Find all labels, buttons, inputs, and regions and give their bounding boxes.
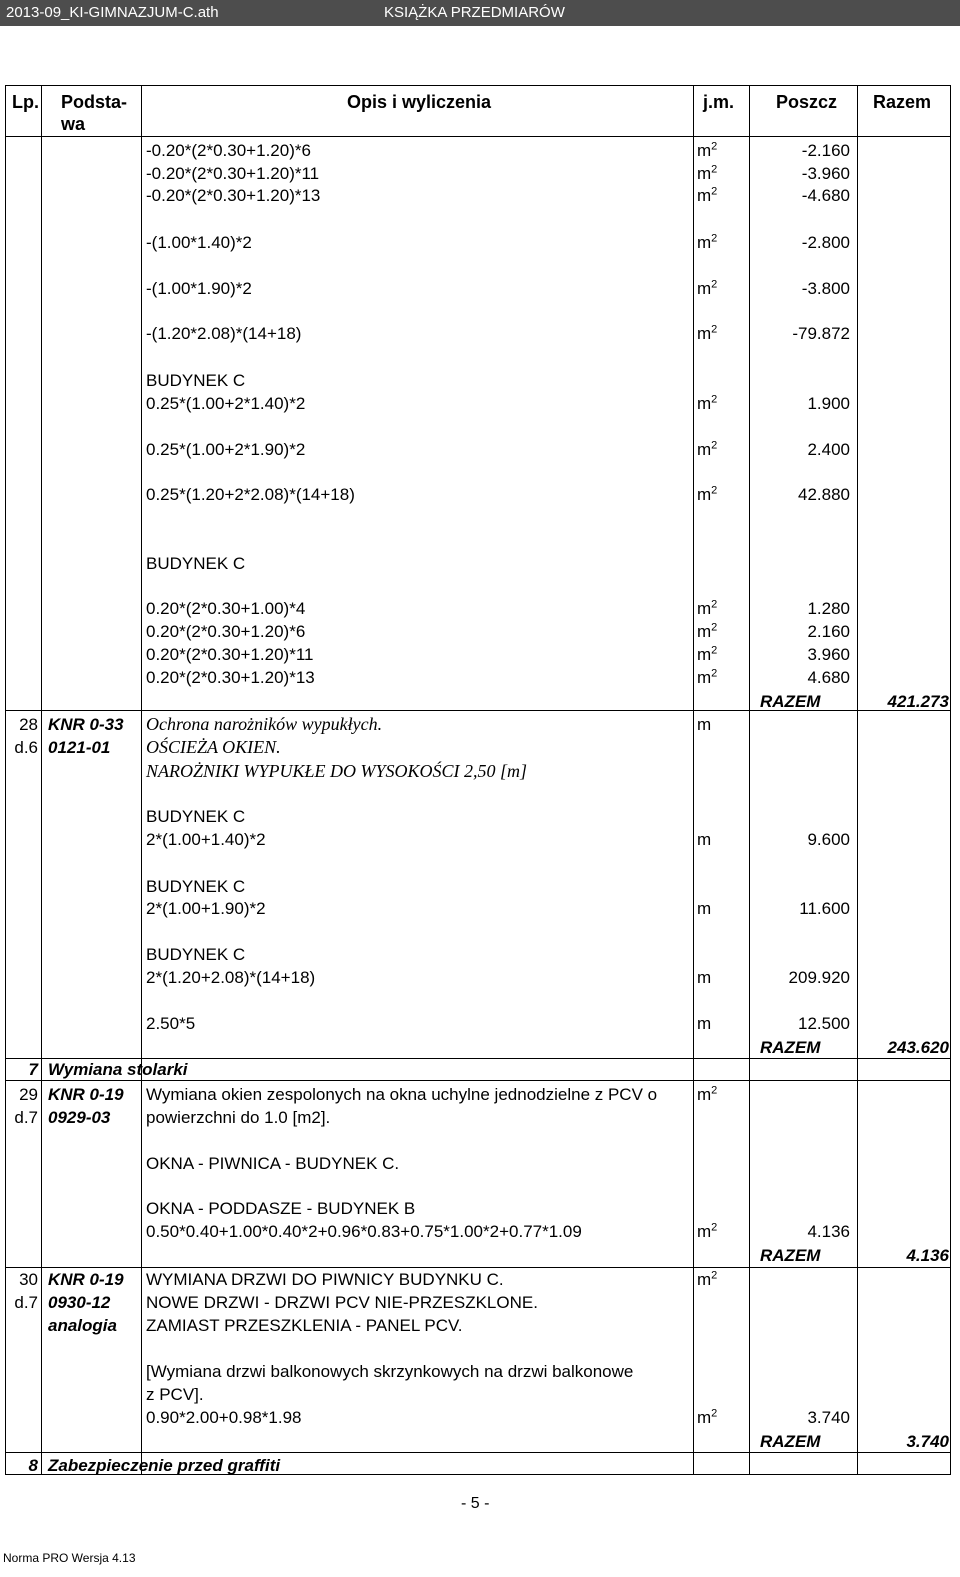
- item-code-number: 0930-12: [48, 1293, 111, 1312]
- header-podstawa-cont: wa: [61, 114, 86, 134]
- note-text: [Wymiana drzwi balkonowych skrzynkowych na drzwi balkonowe: [146, 1362, 634, 1381]
- column-divider: [141, 86, 142, 1474]
- item-chapter: d.7: [14, 1293, 38, 1312]
- item-code-number: 0121-01: [48, 738, 111, 757]
- header-opis: Opis i wyliczenia: [347, 92, 492, 112]
- item-code-note: analogia: [48, 1316, 117, 1335]
- title-bar: [0, 0, 960, 26]
- calc-value: 1.900: [807, 394, 850, 413]
- calc-unit: m: [697, 968, 712, 987]
- calc-description: -0.20*(2*0.30+1.20)*13: [146, 186, 321, 205]
- calc-description: 0.25*(1.20+2*2.08)*(14+18): [146, 485, 355, 504]
- calc-description: 0.50*0.40+1.00*0.40*2+0.96*0.83+0.75*1.00*2+0.77*1.09: [146, 1222, 582, 1241]
- item-code-number: 0929-03: [48, 1108, 111, 1127]
- calc-description: -(1.20*2.08)*(14+18): [146, 324, 302, 343]
- header-razem: Razem: [873, 92, 932, 112]
- calc-value: 209.920: [788, 968, 850, 987]
- calc-unit: $m^2$: [697, 598, 718, 618]
- calc-value: -3.960: [801, 164, 850, 183]
- calc-description: 2*(1.20+2.08)*(14+18): [146, 968, 316, 987]
- calc-description: 2*(1.00+1.90)*2: [146, 899, 266, 918]
- calc-value: 2.400: [807, 440, 850, 459]
- row-divider: [6, 1080, 950, 1081]
- calc-value: -79.872: [792, 324, 850, 343]
- item-unit: $m^2$: [697, 1269, 718, 1289]
- razem-value: 4.136: [906, 1246, 949, 1265]
- calc-value: 3.740: [807, 1408, 850, 1427]
- calc-value: 4.136: [807, 1222, 850, 1241]
- calc-unit: $m^2$: [697, 393, 718, 413]
- calc-description: 0.20*(2*0.30+1.20)*11: [146, 645, 314, 664]
- calc-unit: m: [697, 899, 712, 918]
- calc-unit: $m^2$: [697, 1407, 718, 1427]
- building-label: BUDYNEK C: [146, 371, 246, 390]
- calc-unit: $m^2$: [697, 163, 718, 183]
- item-chapter: d.6: [14, 738, 38, 757]
- calc-value: 9.600: [807, 830, 850, 849]
- item-code: KNR 0-19: [48, 1085, 124, 1104]
- razem-label: RAZEM: [760, 692, 821, 711]
- document-title: KSIĄŻKA PRZEDMIARÓW: [384, 4, 565, 21]
- calc-description: -(1.00*1.90)*2: [146, 279, 252, 298]
- item-title-cont: powierzchni do 1.0 [m2].: [146, 1108, 331, 1127]
- calc-value: -2.800: [801, 233, 850, 252]
- calc-unit: $m^2$: [697, 185, 718, 205]
- calc-description: 0.25*(1.00+2*1.40)*2: [146, 394, 306, 413]
- item-code: KNR 0-33: [48, 715, 124, 734]
- calc-unit: $m^2$: [697, 1221, 718, 1241]
- calc-unit: $m^2$: [697, 323, 718, 343]
- item-title: Wymiana okien zespolonych na okna uchylne jednodzielne z PCV o: [146, 1085, 658, 1104]
- item-unit: m: [697, 715, 712, 734]
- razem-label: RAZEM: [760, 1038, 821, 1057]
- header-lp: Lp.: [12, 92, 39, 112]
- razem-value: 421.273: [887, 692, 949, 711]
- calc-unit: m: [697, 830, 712, 849]
- calc-description: -(1.00*1.40)*2: [146, 233, 252, 252]
- header-podstawa: Podsta-: [61, 92, 128, 112]
- calc-unit: $m^2$: [697, 232, 718, 252]
- calc-description: -0.20*(2*0.30+1.20)*11: [146, 164, 320, 183]
- calc-value: 2.160: [807, 622, 850, 641]
- item-code: KNR 0-19: [48, 1270, 124, 1289]
- item-chapter: d.7: [14, 1108, 38, 1127]
- calc-unit: $m^2$: [697, 439, 718, 459]
- item-subtitle: OŚCIEŻA OKIEN.: [146, 737, 281, 757]
- razem-label: RAZEM: [760, 1432, 821, 1451]
- calc-unit: $m^2$: [697, 644, 718, 664]
- item-subtitle: ZAMIAST PRZESZKLENIA - PANEL PCV.: [146, 1316, 463, 1335]
- calc-value: 3.960: [807, 645, 850, 664]
- calc-value: 11.600: [799, 899, 850, 918]
- column-divider: [749, 86, 750, 1474]
- calc-description: 0.20*(2*0.30+1.20)*6: [146, 622, 306, 641]
- row-divider: [6, 1058, 950, 1059]
- calc-unit: $m^2$: [697, 140, 718, 160]
- header-jm: j.m.: [703, 92, 735, 112]
- calc-value: 12.500: [798, 1014, 850, 1033]
- calc-description: -0.20*(2*0.30+1.20)*6: [146, 141, 311, 160]
- calc-description: 0.20*(2*0.30+1.20)*13: [146, 668, 315, 687]
- section-number: 7: [28, 1060, 38, 1079]
- calc-unit: $m^2$: [697, 484, 718, 504]
- razem-label: RAZEM: [760, 1246, 821, 1265]
- item-subtitle: NOWE DRZWI - DRZWI PCV NIE-PRZESZKLONE.: [146, 1293, 538, 1312]
- building-label: BUDYNEK C: [146, 945, 246, 964]
- calc-value: 42.880: [798, 485, 850, 504]
- building-label: BUDYNEK C: [146, 877, 246, 896]
- section-number: 8: [28, 1456, 38, 1475]
- calc-value: 4.680: [807, 668, 850, 687]
- building-label: BUDYNEK C: [146, 807, 246, 826]
- item-number: 28: [19, 715, 38, 734]
- section-title: Zabezpieczenie przed graffiti: [48, 1456, 281, 1475]
- header-poszcz: Poszcz: [776, 92, 838, 112]
- calc-description: 0.90*2.00+0.98*1.98: [146, 1408, 302, 1427]
- header-divider: [6, 136, 950, 137]
- location-label: OKNA - PODDASZE - BUDYNEK B: [146, 1199, 416, 1218]
- row-divider: [6, 1452, 950, 1453]
- calc-value: -4.680: [801, 186, 850, 205]
- calc-unit: $m^2$: [697, 278, 718, 298]
- calc-value: -3.800: [801, 279, 850, 298]
- location-label: OKNA - PIWNICA - BUDYNEK C.: [146, 1154, 400, 1173]
- calc-value: 1.280: [807, 599, 850, 618]
- item-title: Ochrona narożników wypukłych.: [146, 714, 383, 734]
- calc-description: 2*(1.00+1.40)*2: [146, 830, 266, 849]
- calc-unit: $m^2$: [697, 621, 718, 641]
- calc-description: 2.50*5: [146, 1014, 196, 1033]
- note-text: z PCV].: [146, 1385, 204, 1404]
- column-divider: [41, 86, 42, 1474]
- razem-value: 243.620: [887, 1038, 949, 1057]
- row-divider: [6, 1267, 950, 1268]
- software-footer: Norma PRO Wersja 4.13: [3, 1551, 136, 1565]
- item-number: 30: [19, 1270, 38, 1289]
- building-label: BUDYNEK C: [146, 554, 246, 573]
- item-number: 29: [19, 1085, 38, 1104]
- page-number: - 5 -: [461, 1495, 490, 1512]
- item-subtitle: NAROŻNIKI WYPUKŁE DO WYSOKOŚCI 2,50 [m]: [146, 761, 528, 781]
- file-name: 2013-09_KI-GIMNAZJUM-C.ath: [6, 4, 219, 21]
- calc-unit: $m^2$: [697, 667, 718, 687]
- calc-value: -2.160: [801, 141, 850, 160]
- calc-unit: m: [697, 1014, 712, 1033]
- section-title: Wymiana stolarki: [48, 1060, 188, 1079]
- calc-description: 0.20*(2*0.30+1.00)*4: [146, 599, 306, 618]
- item-unit: $m^2$: [697, 1084, 718, 1104]
- item-title: WYMIANA DRZWI DO PIWNICY BUDYNKU C.: [146, 1270, 504, 1289]
- column-divider: [693, 86, 694, 1474]
- razem-value: 3.740: [906, 1432, 949, 1451]
- calc-description: 0.25*(1.00+2*1.90)*2: [146, 440, 306, 459]
